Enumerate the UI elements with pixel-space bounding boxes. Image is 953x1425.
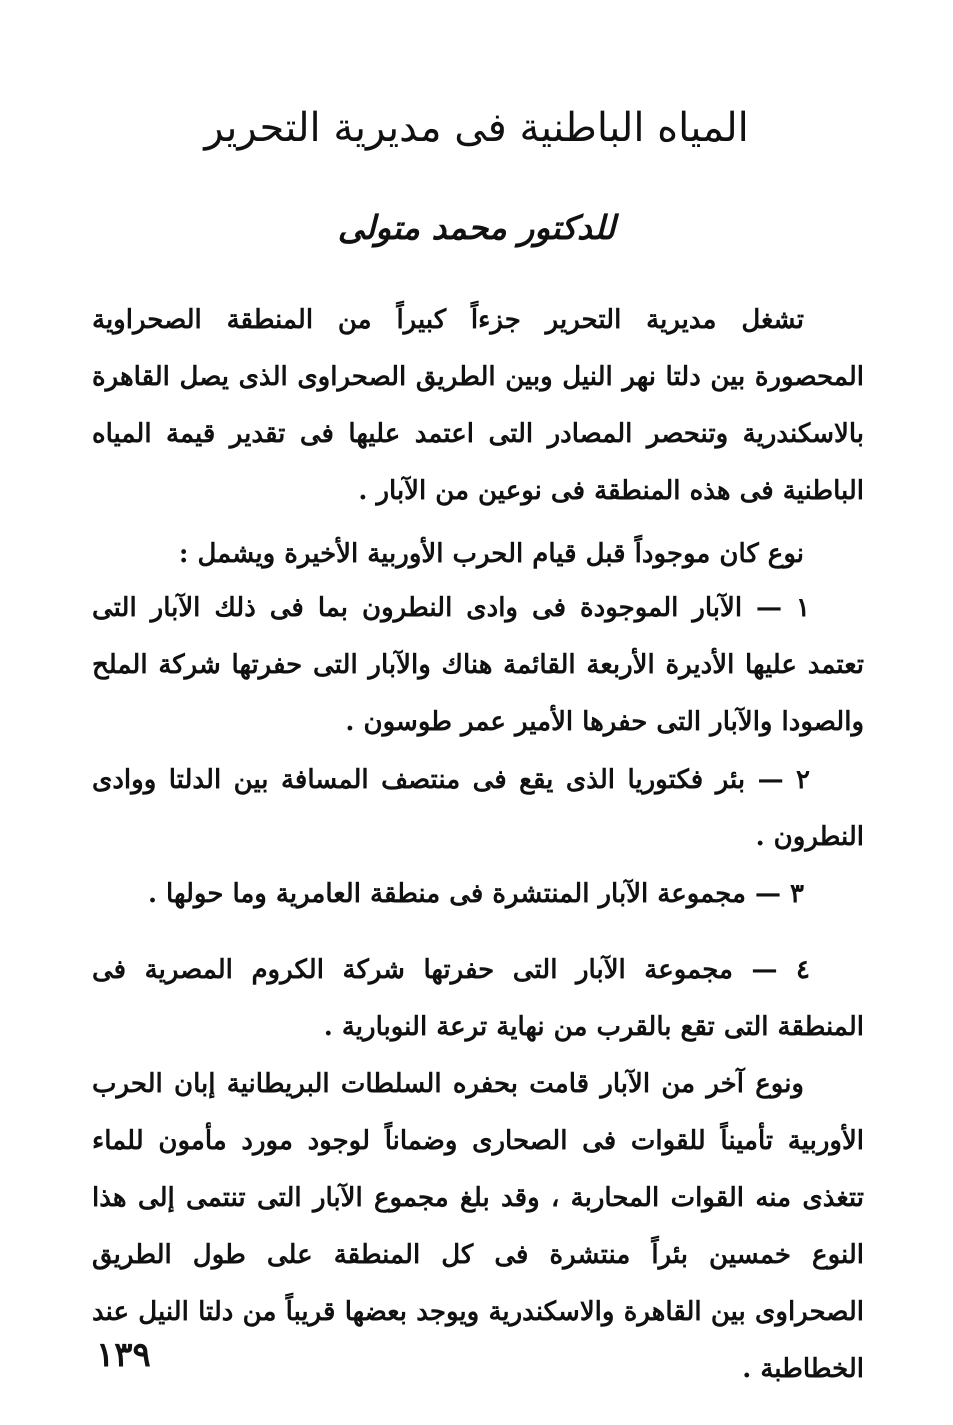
paragraph-intro: تشغل مديرية التحرير جزءاً كبيراً من المنطقة الصحراوية المحصورة بين دلتا نهر النيل وبين الطريق الصحراوى الذى يصل القاهرة بالاسكندرية وتنحصر المصادر التى اعتمد عليها فى تقدير قيمة المياه الباطنية فى هذه المنطقة فى نوعين من الآبار .: [92, 305, 864, 506]
list-item-2: ٢ — بئر فكتوريا الذى يقع فى منتصف المسافة بين الدلتا ووادى النطرون .: [92, 765, 864, 852]
list-item-3: ٣ — مجموعة الآبار المنتشرة فى منطقة العامرية وما حولها .: [147, 879, 804, 909]
article-title: المياه الباطنية فى مديرية التحرير: [204, 105, 749, 151]
paragraph-second-type: ونوع آخر من الآبار قامت بحفره السلطات البريطانية إبان الحرب الأوربية تأميناً للقوات فى الصحارى وضماناً لوجود مورد مأمون للماء تتغذى منه القوات المحاربة ، وقد بلغ مجموع الآبار التى تنتمى إلى هذا النوع خمسين بئراً منتشرة فى كل المنطقة على طول الطريق الصحراوى بين القاهرة والاسكندرية ويوجد بعضها قريباً من دلتا النيل عند الخطاطبة .: [92, 1069, 864, 1384]
article-author: للدكتور محمد متولى: [337, 208, 616, 247]
list-item-4: ٤ — مجموعة الآبار التى حفرتها شركة الكروم المصرية فى المنطقة التى تقع بالقرب من نهاية ترعة النوبارية .: [92, 955, 864, 1042]
page-number: ١٣٩: [96, 1335, 151, 1375]
paragraph-first-type: نوع كان موجوداً قبل قيام الحرب الأوربية الأخيرة ويشمل :: [178, 539, 804, 569]
list-item-1: ١ — الآبار الموجودة فى وادى النطرون بما فى ذلك الآبار التى تعتمد عليها الأديرة الأربعة القائمة هناك والآبار التى حفرتها شركة الملح والصودا والآبار التى حفرها الأمير عمر طوسون .: [92, 593, 864, 737]
